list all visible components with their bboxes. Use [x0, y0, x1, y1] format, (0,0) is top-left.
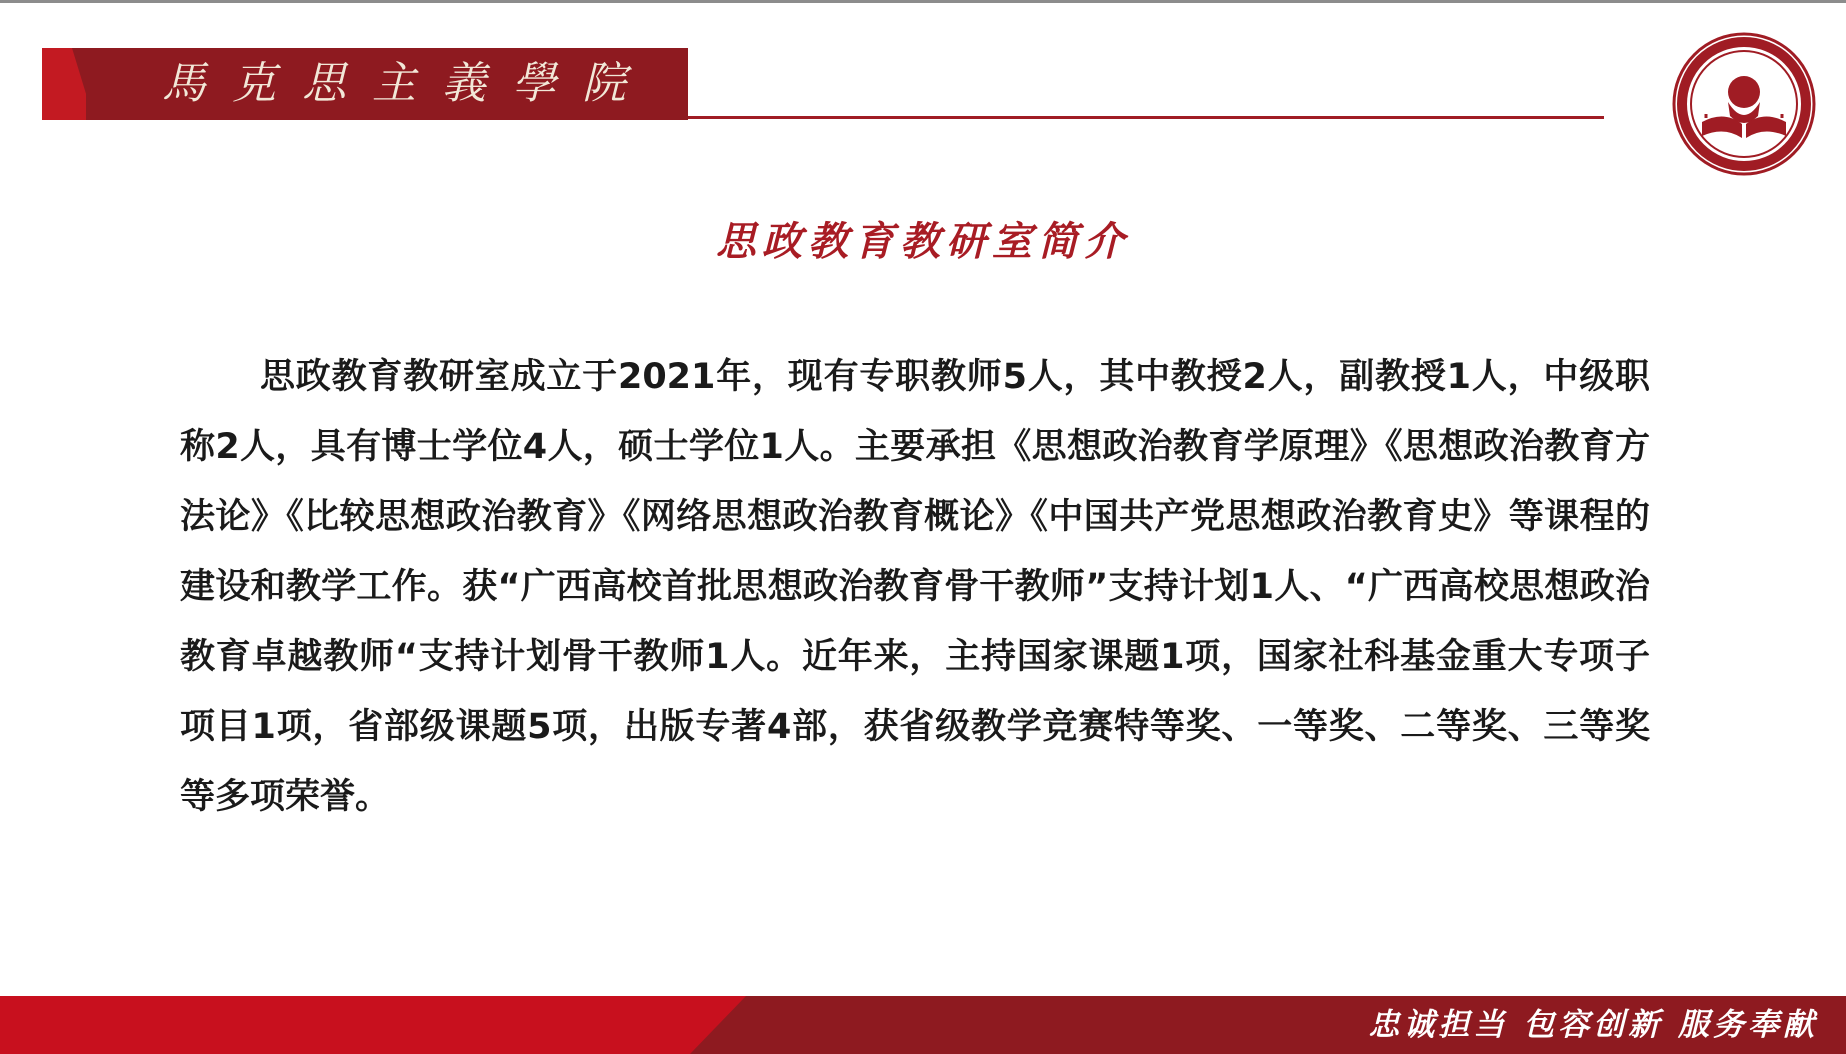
banner-title: 馬克思主義學院 [162, 58, 652, 109]
footer-slogan: 忠诚担当 包容创新 服务奉献 [1368, 1007, 1818, 1043]
header-divider [688, 116, 1604, 119]
footer-accent [0, 996, 690, 1054]
banner-slant [72, 48, 94, 120]
page-title: 思政教育教研室简介 [716, 218, 1130, 265]
intro-paragraph: 思政教育教研室成立于2021年，现有专职教师5人，其中教授2人，副教授1人，中级职称2人，具有博士学位4人，硕士学位1人。主要承担《思想政治教育学原理》《思想政治教育方法论》《比较思想政治教育》《网络思想政治教育概论》《中国共产党思想政治教育史》等课程的建设和教学工作。获“广西高校首批思想政治教育骨干教师”支持计划1人、“广西高校思想政治教育卓越教师“支持计划骨干教师1人。近年来，主持国家课题1项，国家社科基金重大专项子项目1项，省部级课题5项，出版专著4部，获省级教学竞赛特等奖、一等奖、二等奖、三等奖等多项荣誉。 [180, 357, 1650, 817]
footer-slant [690, 996, 746, 1054]
header-banner [42, 48, 688, 120]
top-border [0, 0, 1846, 3]
school-of-marxism-emblem-icon [1672, 32, 1816, 176]
footer-bar [0, 996, 1846, 1054]
